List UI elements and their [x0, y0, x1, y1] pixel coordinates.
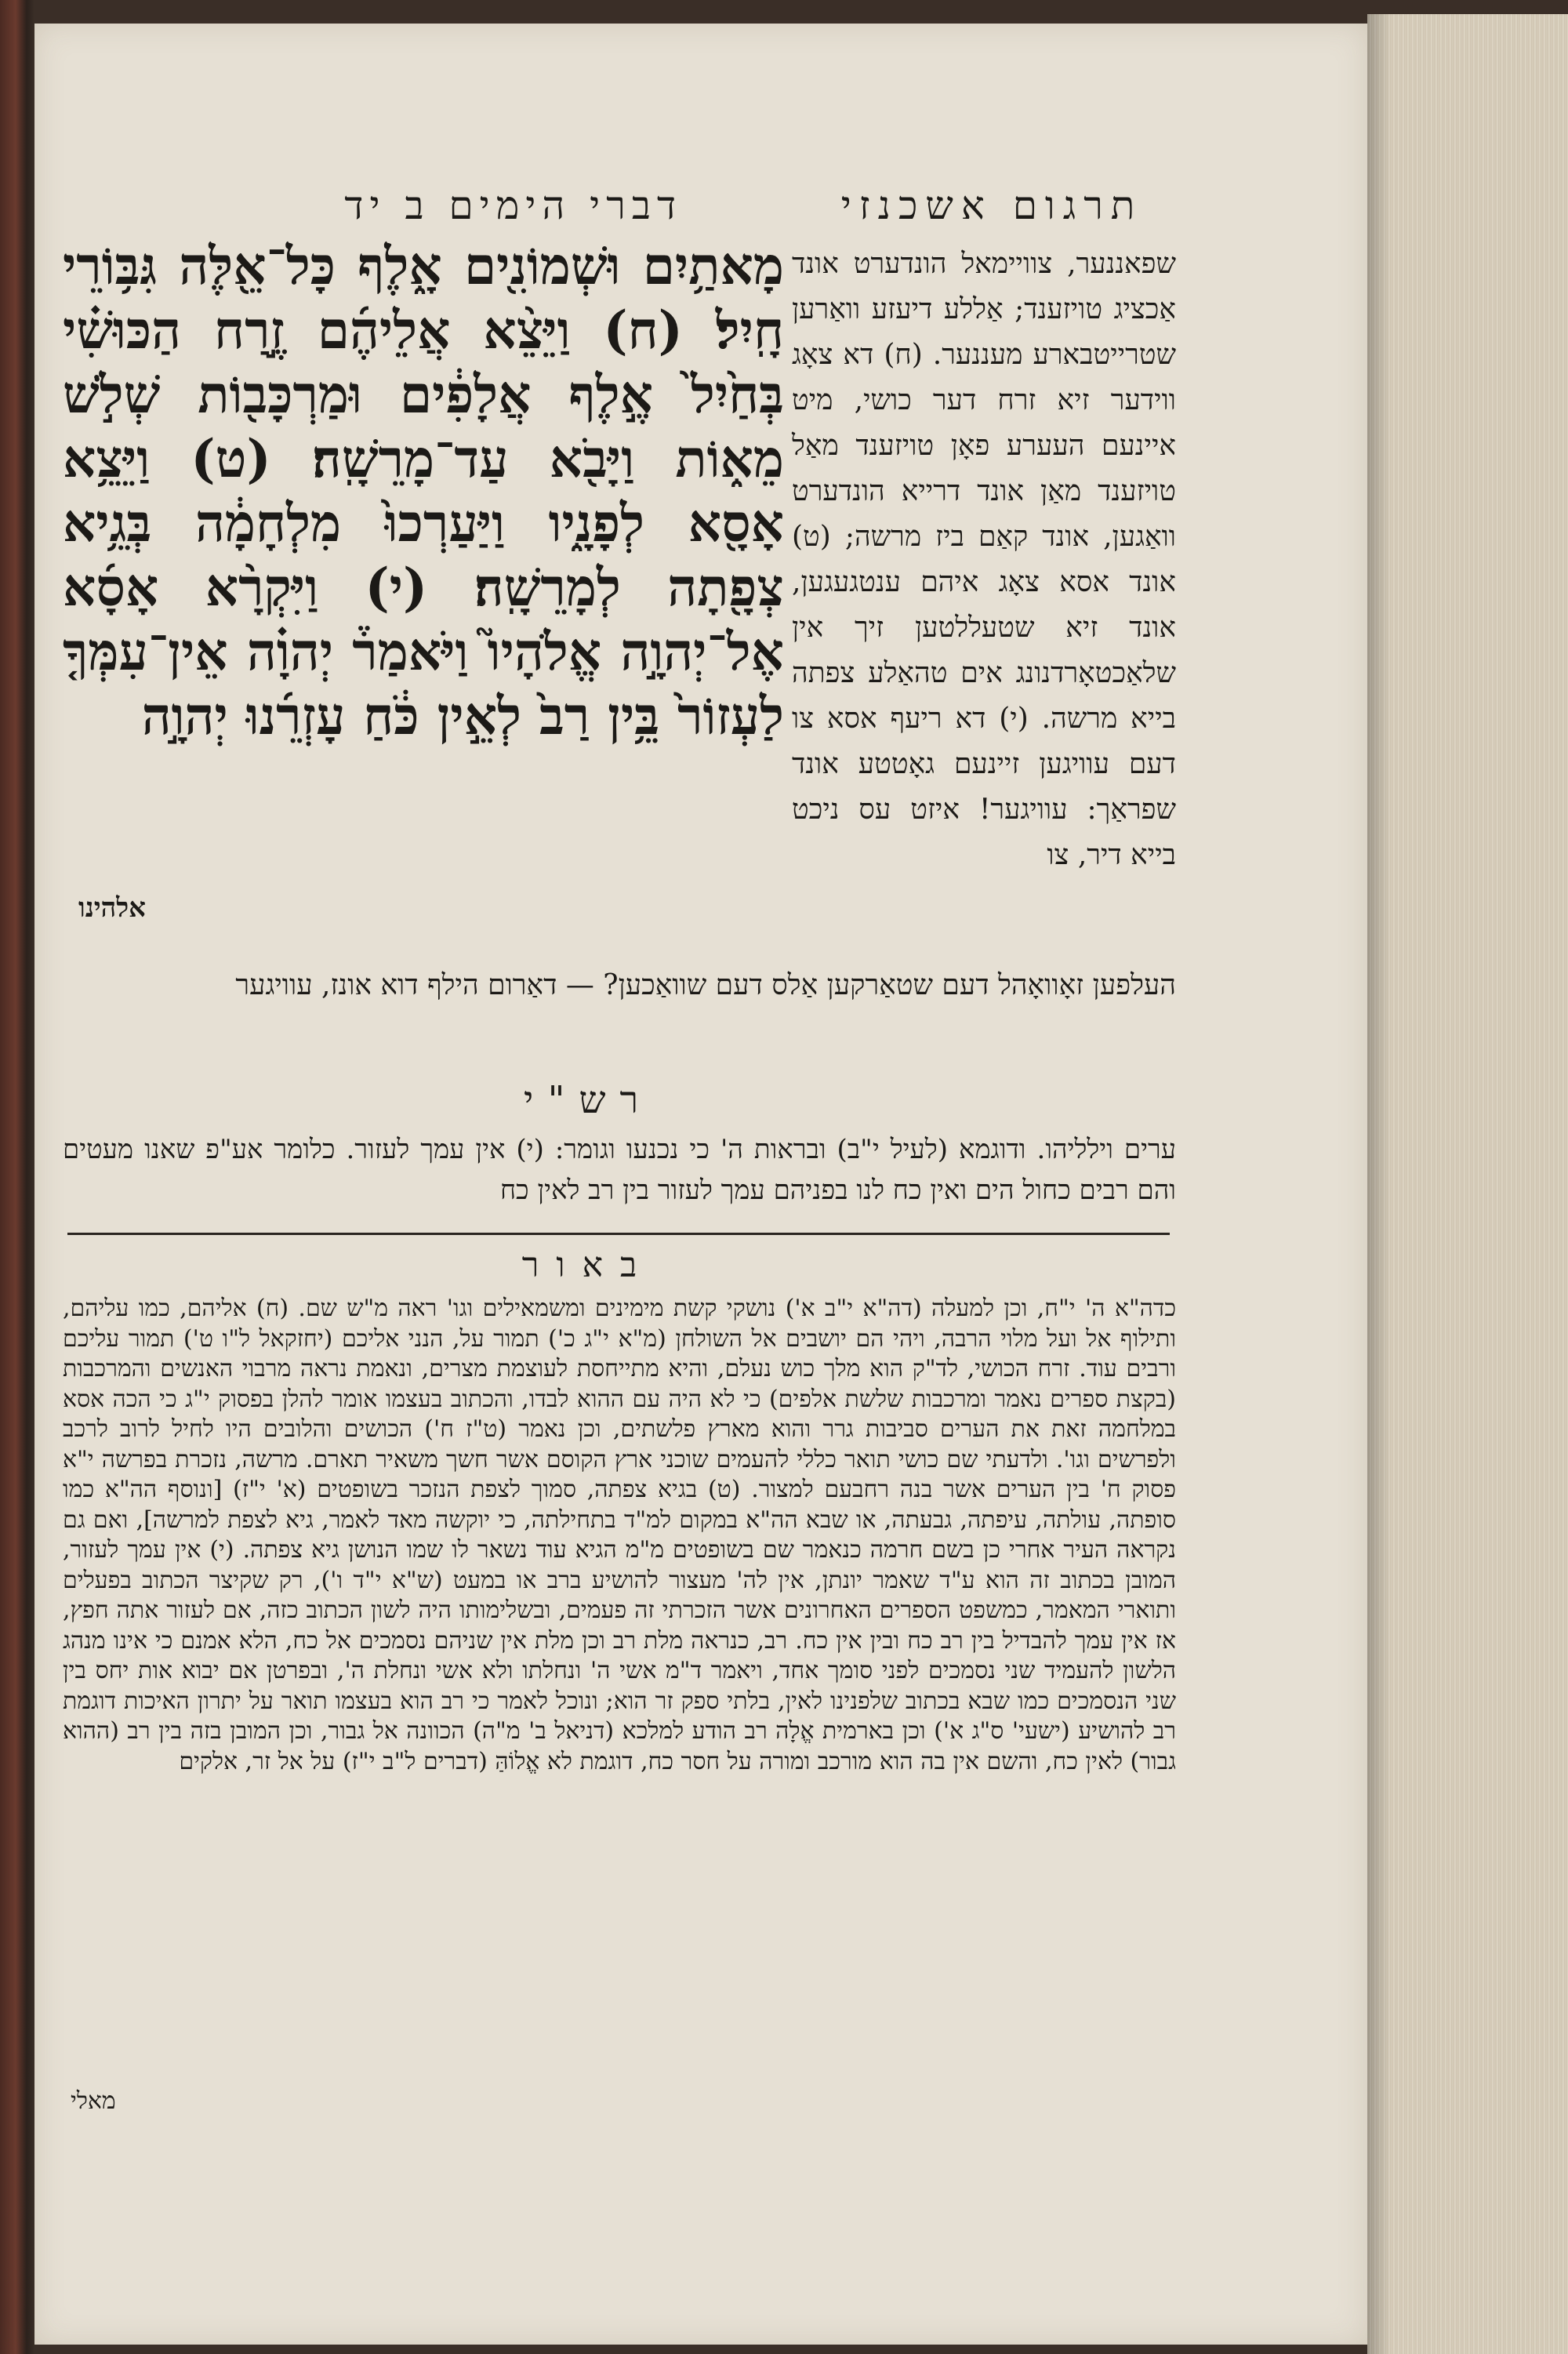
running-head-translation-title: תרגום אשכנזי — [840, 183, 1143, 228]
scripture-catchword: אלהינו — [78, 892, 146, 924]
rashi-heading: רש"י — [523, 1078, 653, 1122]
section-divider-rule — [67, 1233, 1170, 1235]
page-catchword: מאלי — [71, 2087, 116, 2115]
scripture-text-block: מָאתַ֥יִם וּשְׁמוֹנִ֖ים אָ֑לֶף כָּל־אֵ֖לֶּה גִּבּ֥וֹרֵי חָֽיִל׃ (ח) וַיֵּצֵ֨א אֲלֵיהֶ֜ם זֶ֣רַח הַכּוּשִׁ֗י בְּחַ֙יִל֙ אֶ֣לֶף אֲלָפִ֔ים וּמַרְכָּב֖וֹת שְׁלֹ֣שׁ מֵא֑וֹת וַיָּבֹ֖א עַד־מָרֵשָֽׁה׃ (ט) וַיֵּצֵ֥א אָסָ֖א לְפָנָ֑יו וַיַּעַרְכוּ֙ מִלְחָמָ֔ה בְּגֵ֥יא צְפָ֖תָה לְמָרֵשָֽׁה׃ (י) וַיִּקְרָ֨א אָסָ֜א אֶל־יְהוָ֣ה אֱלֹהָיו֮ וַיֹּאמַר֒ יְהוָ֗ה אֵין־עִמְּךָ֤ לַעְזוֹר֙ בֵּ֥ין רַב֙ לְאֵ֣ין כֹּ֔חַ עָזְרֵ֜נוּ יְהוָ֣ה — [63, 235, 784, 747]
biur-commentary: כדה"א ה' י"ח, וכן למעלה (דה"א י"ב א') נושקי קשת מימינים ומשמאילים וגו' ראה מ"ש שם. (ח) אליהם, כמו עליהם, ותילוף אל ועל מלוי הרבה, ויהי הם יושבים אל השולחן (מ"א י"ג כ') תמור על, הנני אליכם (יחזקאל ל"ו ט') תמור עליכם ורבים עוד. זרח הכושי, לד"ק הוא מלך כוש נעלם, והיא מתייחסת לעוצמת מצרים, ונאמת נראה מרבוי האנשים והמרכבות (בקצת ספרים נאמר ומרכבות שלשת אלפים) כי לא היה עם ההוא לבדו, והכתוב בעצמו אומר להלן בפסוק י"ג כי הכה אסא במלחמה זאת את הערים סביבות גרר והוא מארץ פלשתים, וכן נאמר (ט"ז ח') הכושים והלובים היו לחיל לרוב לרכב ולפרשים וגו'. ולדעתי שם כושי תואר כללי להעמים שוכני ארץ הקוסם אשר חשך משאיר תארם. מרשה, נזכרת בפרשה י"א פסוק ח' בין הערים אשר בנה רחבעם למצור. (ט) בגיא צפתה, סמוך לצפת הנזכר בשופטים (א' י"ז) [ונוסף הה"א כמו סופתה, עולתה, עיפתה, גבעתה, או שבא הה"א במקום למ"ד בתחילתה, כי יוקשה מאד לאמר, גיא לצפת למרשה], ואם גם נקראה העיר אחרי כן בשם חרמה כנאמר שם בשופטים מ"מ הגיא עוד נשאר לו שמו הנושן גיא צפתה. (י) אין עמך לעזור, המובן בכתוב זה הוא ע"ד שאמר יונתן, אין לה' מעצור להושיע ברב או במעט (ש"א י"ד ו'), רק שקיצר הכתוב בפעלים ותוארי המאמר, כמשפט הספרים האחרונים אשר הזכרתי זה פעמים, ובשלימותו היה לשון הכתוב כזה, אם לעזור אתה חפץ, אז אין עמך להבדיל בין רב כח ובין אין כח. רב, כנראה מלת רב וכן מלת אין שניהם נסמכים אל כח, הלא אמנם כי אינו מנהג הלשון להעמיד שני נסמכים לפני סומך אחד, ויאמר ד"מ אשי ה' ונחלתו ולא אשי ונחלת ה', ובפרטן אם יבוא אות יחס בין שני הנסמכים כמו שבא בכתוב שלפנינו לאין, בלתי ספק זר הוא; ונוכל לאמר כי רב הוא בעצמו תואר על יתרון האיכות דוגמת רב להושיע (ישעי' ס"ג א') וכן בארמית אֱלָה רב הודע למלכא (דניאל ב' מ"ה) הכוונה אל גבור, וכן המובן בזה בין רב (ההוא גבור) לאין כח, והשם אין בה הוא מורכב ומורה על חסר כח, דוגמת לא אֱלוֹהַּ (דברים ל"ב י"ז) על אל זר, אלקים — [63, 1295, 1176, 1775]
biur-heading: באור — [521, 1245, 655, 1285]
yiddish-translation-column: שפאננער, צוויימאל הונדערט אונד אַכציג טויזענד; אַללע דיעזע וואַרען שטרייטבארע מעננער. (ח) דא צאָג ווידער זיא זרח דער כושי, מיט איינעם העערע פאָן טויזענד מאַל טויזענד מאַן אונד דרייא הונדערט וואַגען, אונד קאַם ביז מרשה; (ט) אונד אסא צאָג איהם ענטגעגען, אונד זיא שטעללטען זיך אין שלאַכטאָרדנונג אים טהאַלע צפתה בייא מרשה. (י) דא ריעף אסא צו דעם עוויגען זיינעם גאָטטע אונד שפראַך: עוויגער! איזט עס ניכט בייא דיר, צו — [792, 248, 1176, 871]
page-edge-shadow — [1367, 14, 1391, 2354]
page-edges — [1367, 14, 1568, 2354]
rashi-commentary: ערים וילליהו. ודוגמא (לעיל י"ב) ובראות ה' כי נכנעו וגומר: (י) אין עמך לעזור. כלומר אע"פ שאנו מעטים והם רבים כחול הים ואין כח לנו בפניהם עמך לעזור בין רב לאין כח — [63, 1134, 1176, 1206]
yiddish-translation-continuation: העלפען זאָוואָהל דעם שטאַרקען אַלס דעם שוואַכען? — דאַרום הילף דוא אונז, עוויגער — [235, 969, 1176, 1001]
running-head-book-title: דברי הימים ב יד — [344, 183, 682, 228]
